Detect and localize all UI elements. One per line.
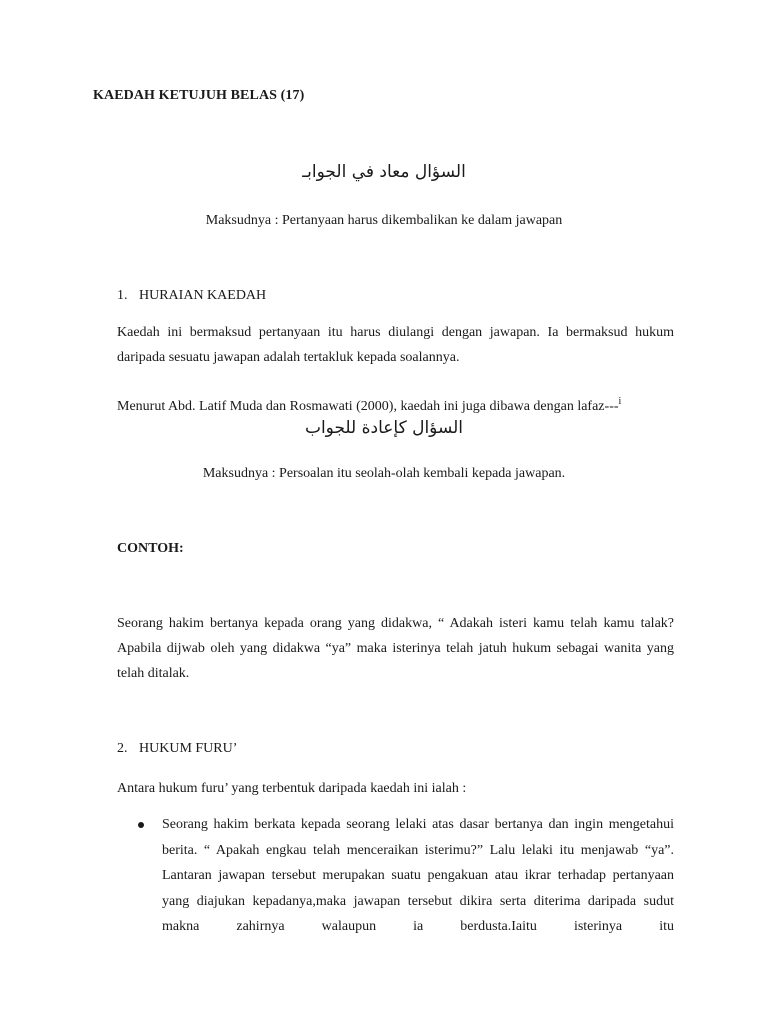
section-number: 2. (117, 741, 128, 756)
section-heading-huraian (117, 288, 266, 304)
section-heading-text: HUKUM FURU’ (139, 741, 238, 756)
paragraph-reference (117, 389, 674, 419)
section-number: 1. (117, 288, 128, 303)
document-title: KAEDAH KETUJUH BELAS (17) (93, 88, 305, 103)
maxim-meaning: Maksudnya : Pertanyaan harus dikembalikan ke dalam jawapan (205, 213, 563, 228)
variant-meaning: Maksudnya : Persoalan itu seolah-olah kembali kepada jawapan. (202, 466, 566, 481)
paragraph-hukum-furu-intro: Antara hukum furu’ yang terbentuk daripada kaedah ini ialah : (117, 781, 467, 796)
bullet-item: Seorang hakim berkata kepada seorang lelaki atas dasar bertanya dan ingin mengetahui berita. “ Apakah engkau telah menceraikan isterimu?” Lalu lelaki itu menjawab “ya”. Lantaran jawapan tersebut merupakan suatu pengakuan atau ikrar terhadap pertanyaan yang diajukan kepadanya,maka jawapan tersebut dikira serta diterima daripada sudut makna zahirnya walaupun ia berdusta.Iaitu isterinya itu (162, 817, 674, 934)
section-heading-hukum-furu (117, 741, 237, 757)
footnote-marker[interactable]: i (618, 396, 622, 407)
section-heading-text: HURAIAN KAEDAH (139, 288, 267, 303)
contoh-heading: CONTOH: (117, 541, 184, 556)
arabic-maxim: السؤال معاد في الجوابـ (302, 162, 466, 182)
paragraph-huraian: Kaedah ini bermaksud pertanyaan itu harus diulangi dengan jawapan. Ia bermaksud hukum daripada sesuatu jawapan adalah tertakluk kepada soalannya. (117, 325, 674, 365)
paragraph-contoh: Seorang hakim bertanya kepada orang yang didakwa, “ Adakah isteri kamu telah kamu talak? Apabila dijwab oleh yang didakwa “ya” maka isterinya telah jatuh hukum sebagai wanita yang telah ditalak. (117, 616, 674, 681)
bullet-icon (138, 822, 144, 828)
reference-text: Menurut Abd. Latif Muda dan Rosmawati (2000), kaedah ini juga dibawa dengan lafaz--- (117, 399, 619, 414)
arabic-maxim-variant: السؤال كإعادة للجواب (304, 418, 464, 438)
